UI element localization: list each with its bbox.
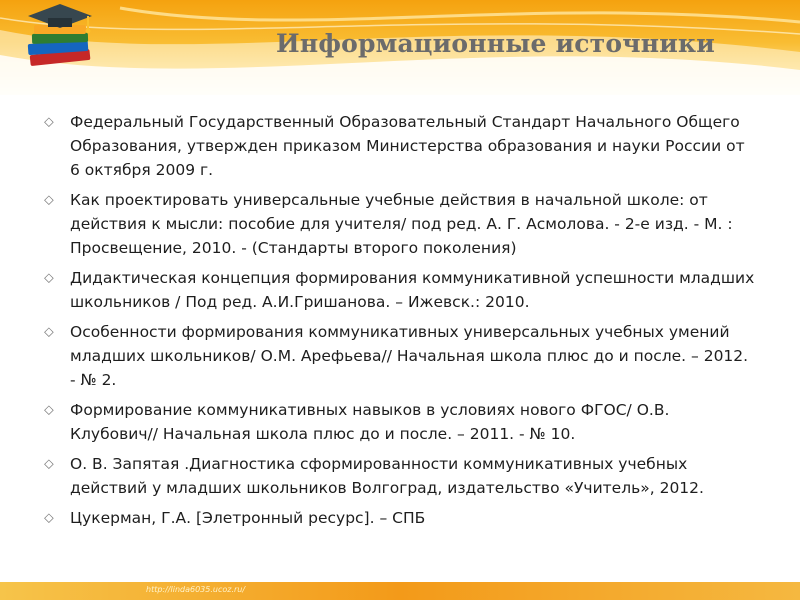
list-item	[44, 452, 756, 500]
list-item	[44, 110, 756, 182]
books-graduation-cap-icon	[0, 0, 100, 78]
source-text: Цукерман, Г.А. [Элетронный ресурс]. – СПБ	[70, 509, 426, 527]
list-item	[44, 320, 756, 392]
source-text: О. В. Запятая .Диагностика сформированности коммуникативных учебных действий у младших школьников Волгоград, издательство «Учитель», 2012.	[70, 455, 704, 497]
arrow-bullet-icon: ⬦	[44, 270, 54, 286]
arrow-bullet-icon: ⬦	[44, 402, 54, 418]
source-text: Особенности формирования коммуникативных универсальных учебных умений младших школьников/ О.М. Арефьева// Начальная школа плюс до и после. – 2012. - № 2.	[70, 323, 749, 389]
list-item	[44, 398, 756, 446]
arrow-bullet-icon: ⬦	[44, 114, 54, 130]
slide-footer	[0, 582, 800, 600]
slide-title: Информационные источники	[276, 29, 715, 58]
list-item	[44, 506, 756, 530]
list-item	[44, 188, 756, 260]
arrow-bullet-icon: ⬦	[44, 456, 54, 472]
source-text: Дидактическая концепция формирования коммуникативной успешности младших школьников / Под ред. А.И.Гришанова. – Ижевск.: 2010.	[70, 269, 755, 311]
source-text: Формирование коммуникативных навыков в условиях нового ФГОС/ О.В. Клубович// Начальная школа плюс до и после. – 2011. - № 10.	[70, 401, 670, 443]
sources-list	[44, 110, 756, 536]
arrow-bullet-icon: ⬦	[44, 192, 54, 208]
arrow-bullet-icon: ⬦	[44, 510, 54, 526]
source-text: Как проектировать универсальные учебные действия в начальной школе: от действия к мысли: пособие для учителя/ под ред. А. Г. Асмолова. - 2-е изд. - М. : Просвещение, 2010. - (Стандарты второго поколения)	[70, 191, 733, 257]
arrow-bullet-icon: ⬦	[44, 324, 54, 340]
source-text: Федеральный Государственный Образовательный Стандарт Начального Общего Образования, утвержден приказом Министерства образования и науки России от 6 октября 2009 г.	[70, 113, 745, 179]
footer-link[interactable]: http://linda6035.ucoz.ru/	[146, 585, 246, 594]
slide-header	[0, 0, 800, 95]
list-item	[44, 266, 756, 314]
